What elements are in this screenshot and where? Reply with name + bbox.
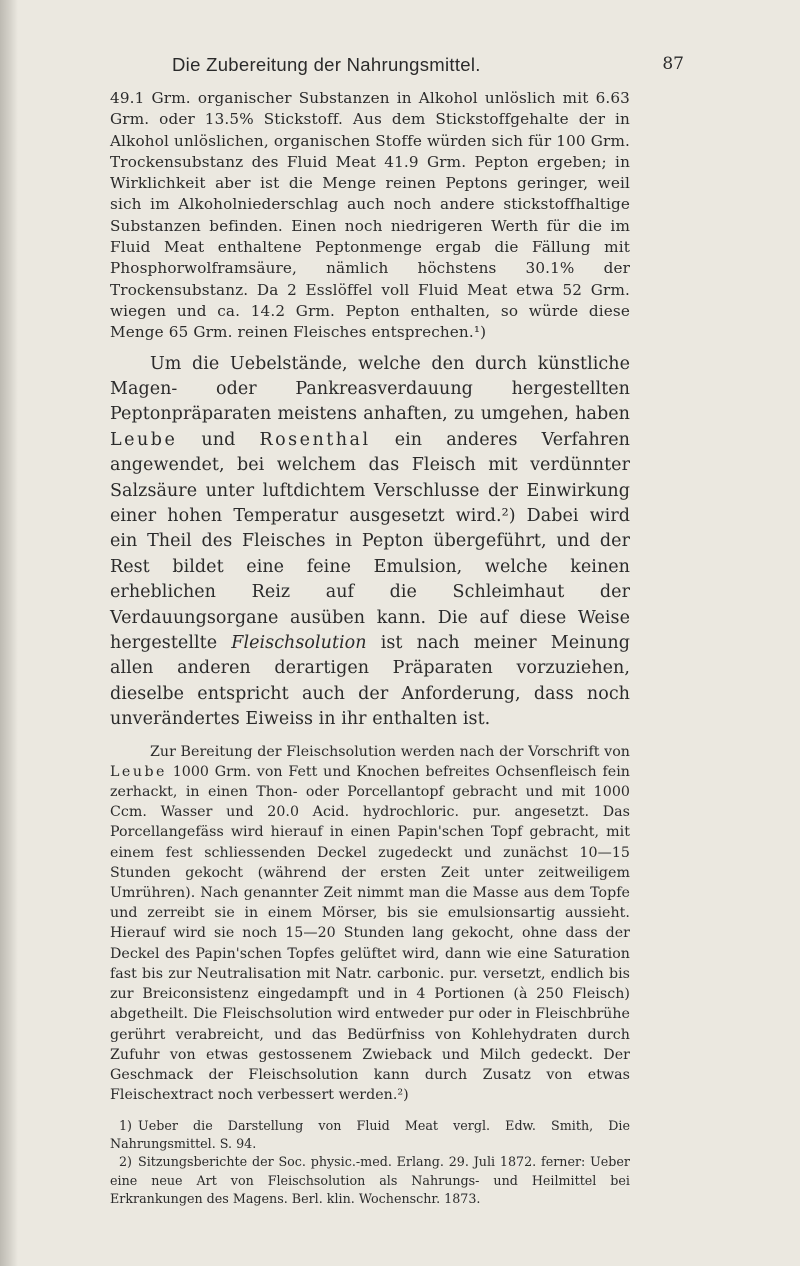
term-fleischsolution: Fleischsolution — [231, 633, 367, 654]
author-name-rosenthal: Rosenthal — [259, 429, 371, 450]
p2-text-4: ist nach meiner Meinung allen anderen derartigen Präparaten vorzuziehen, dieselbe entspricht auch der Anforderung, dass noch unverändertes Eiweiss in ihr enthalten ist. — [110, 633, 631, 730]
running-title: Die Zubereitung der Nahrungsmittel. — [172, 54, 481, 75]
p2-text-1: Um die Uebelstände, welche den durch künstliche Magen- oder Pankreasverdauung hergestellten Peptonpräparaten meistens anhaften, zu umgehen, haben — [110, 353, 630, 425]
footnote-1 — [110, 1117, 630, 1153]
p3-text-2: 1000 Grm. von Fett und Knochen befreites Ochsenfleisch fein zerhackt, in einen Thon- oder Porcellantopf gebracht und mit 1000 Ccm. Wasser und 20.0 Acid. hydrochloric. pur. angesetzt. Das Porcellangefäss wird hierauf in einen Papin'schen Topf gebracht, mit einem fest schliessenden Deckel zugedeckt und zunächst 10—15 Stunden gekocht (während der ersten Zeit unter zeitweiligem Umrühren). Nach genannter Zeit nimmt man die Masse aus dem Topfe und zerreibt sie in einem Mörser, bis sie emulsionsartig aussieht. Hierauf wird sie noch 15—20 Stunden lang gekocht, ohne dass der Deckel des Papin'schen Topfes gelüftet wird, dann wie eine Saturation fast bis zur Neutralisation mit Natr. carbonic. pur. versetzt, endlich bis zur Breiconsistenz eingedampft und in 4 Portionen (à 250 Fleisch) abgetheilt. Die Fleischsolution wird entweder pur oder in Fleischbrühe gerührt verabreicht, und das Bedürfniss von Kohlehydraten durch Zufuhr von etwas gestossenem Zwieback und Milch gedeckt. Der Geschmack der Fleischsolution kann durch Zusatz von etwas Fleischextract noch verbessert werden.²) — [110, 763, 630, 1104]
author-name-leube: Leube — [110, 429, 178, 450]
footnote-2 — [110, 1153, 630, 1208]
page-binding-shadow — [0, 0, 18, 1266]
p2-text-3: ein anderes Verfahren angewendet, bei welchem das Fleisch mit verdünnter Salzsäure unter luftdichtem Verschlusse der Einwirkung einer hohen Temperatur ausgesetzt wird.²) Dabei wird ein Theil des Fleisches in Pepton übergeführt, und der Rest bildet eine feine Emulsion, welche keinen erheblichen Reiz auf die Schleimhaut der Verdauungsorgane ausüben kann. Die auf diese Weise hergestellte — [110, 429, 630, 654]
paragraph-fleischsolution-intro — [110, 352, 630, 733]
paragraph-preparation — [110, 742, 630, 1106]
author-name-leube-2: Leube — [110, 763, 167, 780]
footnote-1-number: 1) — [118, 1118, 132, 1133]
running-header — [110, 28, 684, 75]
footnote-1-text: Ueber die Darstellung von Fluid Meat vergl. Edw. Smith, Die Nahrungsmittel. S. 94. — [110, 1118, 630, 1152]
paragraph-fluid-meat: 49.1 Grm. organischer Substanzen in Alkohol unlöslich mit 6.63 Grm. oder 13.5% Stickstoff. Aus dem Stickstoffgehalte der in Alkohol unlöslichen, organischen Stoffe würden sich für 100 Grm. Trockensubstanz des Fluid Meat 41.9 Grm. Pepton ergeben; in Wirklichkeit aber ist die Menge reinen Peptons geringer, weil sich im Alkoholniederschlag auch noch andere stickstoffhaltige Substanzen befinden. Einen noch niedrigeren Werth für die im Fluid Meat enthaltene Peptonmenge ergab die Fällung mit Phosphorwolframsäure, nämlich höchstens 30.1% der Trockensubstanz. Da 2 Esslöffel voll Fluid Meat etwa 52 Grm. wiegen und ca. 14.2 Grm. Pepton enthalten, so würde diese Menge 65 Grm. reinen Fleisches entsprechen.¹) — [110, 89, 630, 342]
p3-text-1: Zur Bereitung der Fleischsolution werden nach der Vorschrift von — [150, 743, 630, 760]
page-number: 87 — [662, 54, 684, 74]
footnotes — [110, 1117, 630, 1208]
footnote-2-text: Sitzungsberichte der Soc. physic.-med. Erlang. 29. Juli 1872. ferner: Ueber eine neue Art von Fleischsolution als Nahrungs- und Heilmittel bei Erkrankungen des Magens. Berl. klin. Wochenschr. 1873. — [110, 1154, 630, 1206]
footnote-2-number: 2) — [118, 1154, 132, 1170]
p2-text-2: und — [177, 429, 260, 450]
body-text — [110, 88, 630, 1105]
